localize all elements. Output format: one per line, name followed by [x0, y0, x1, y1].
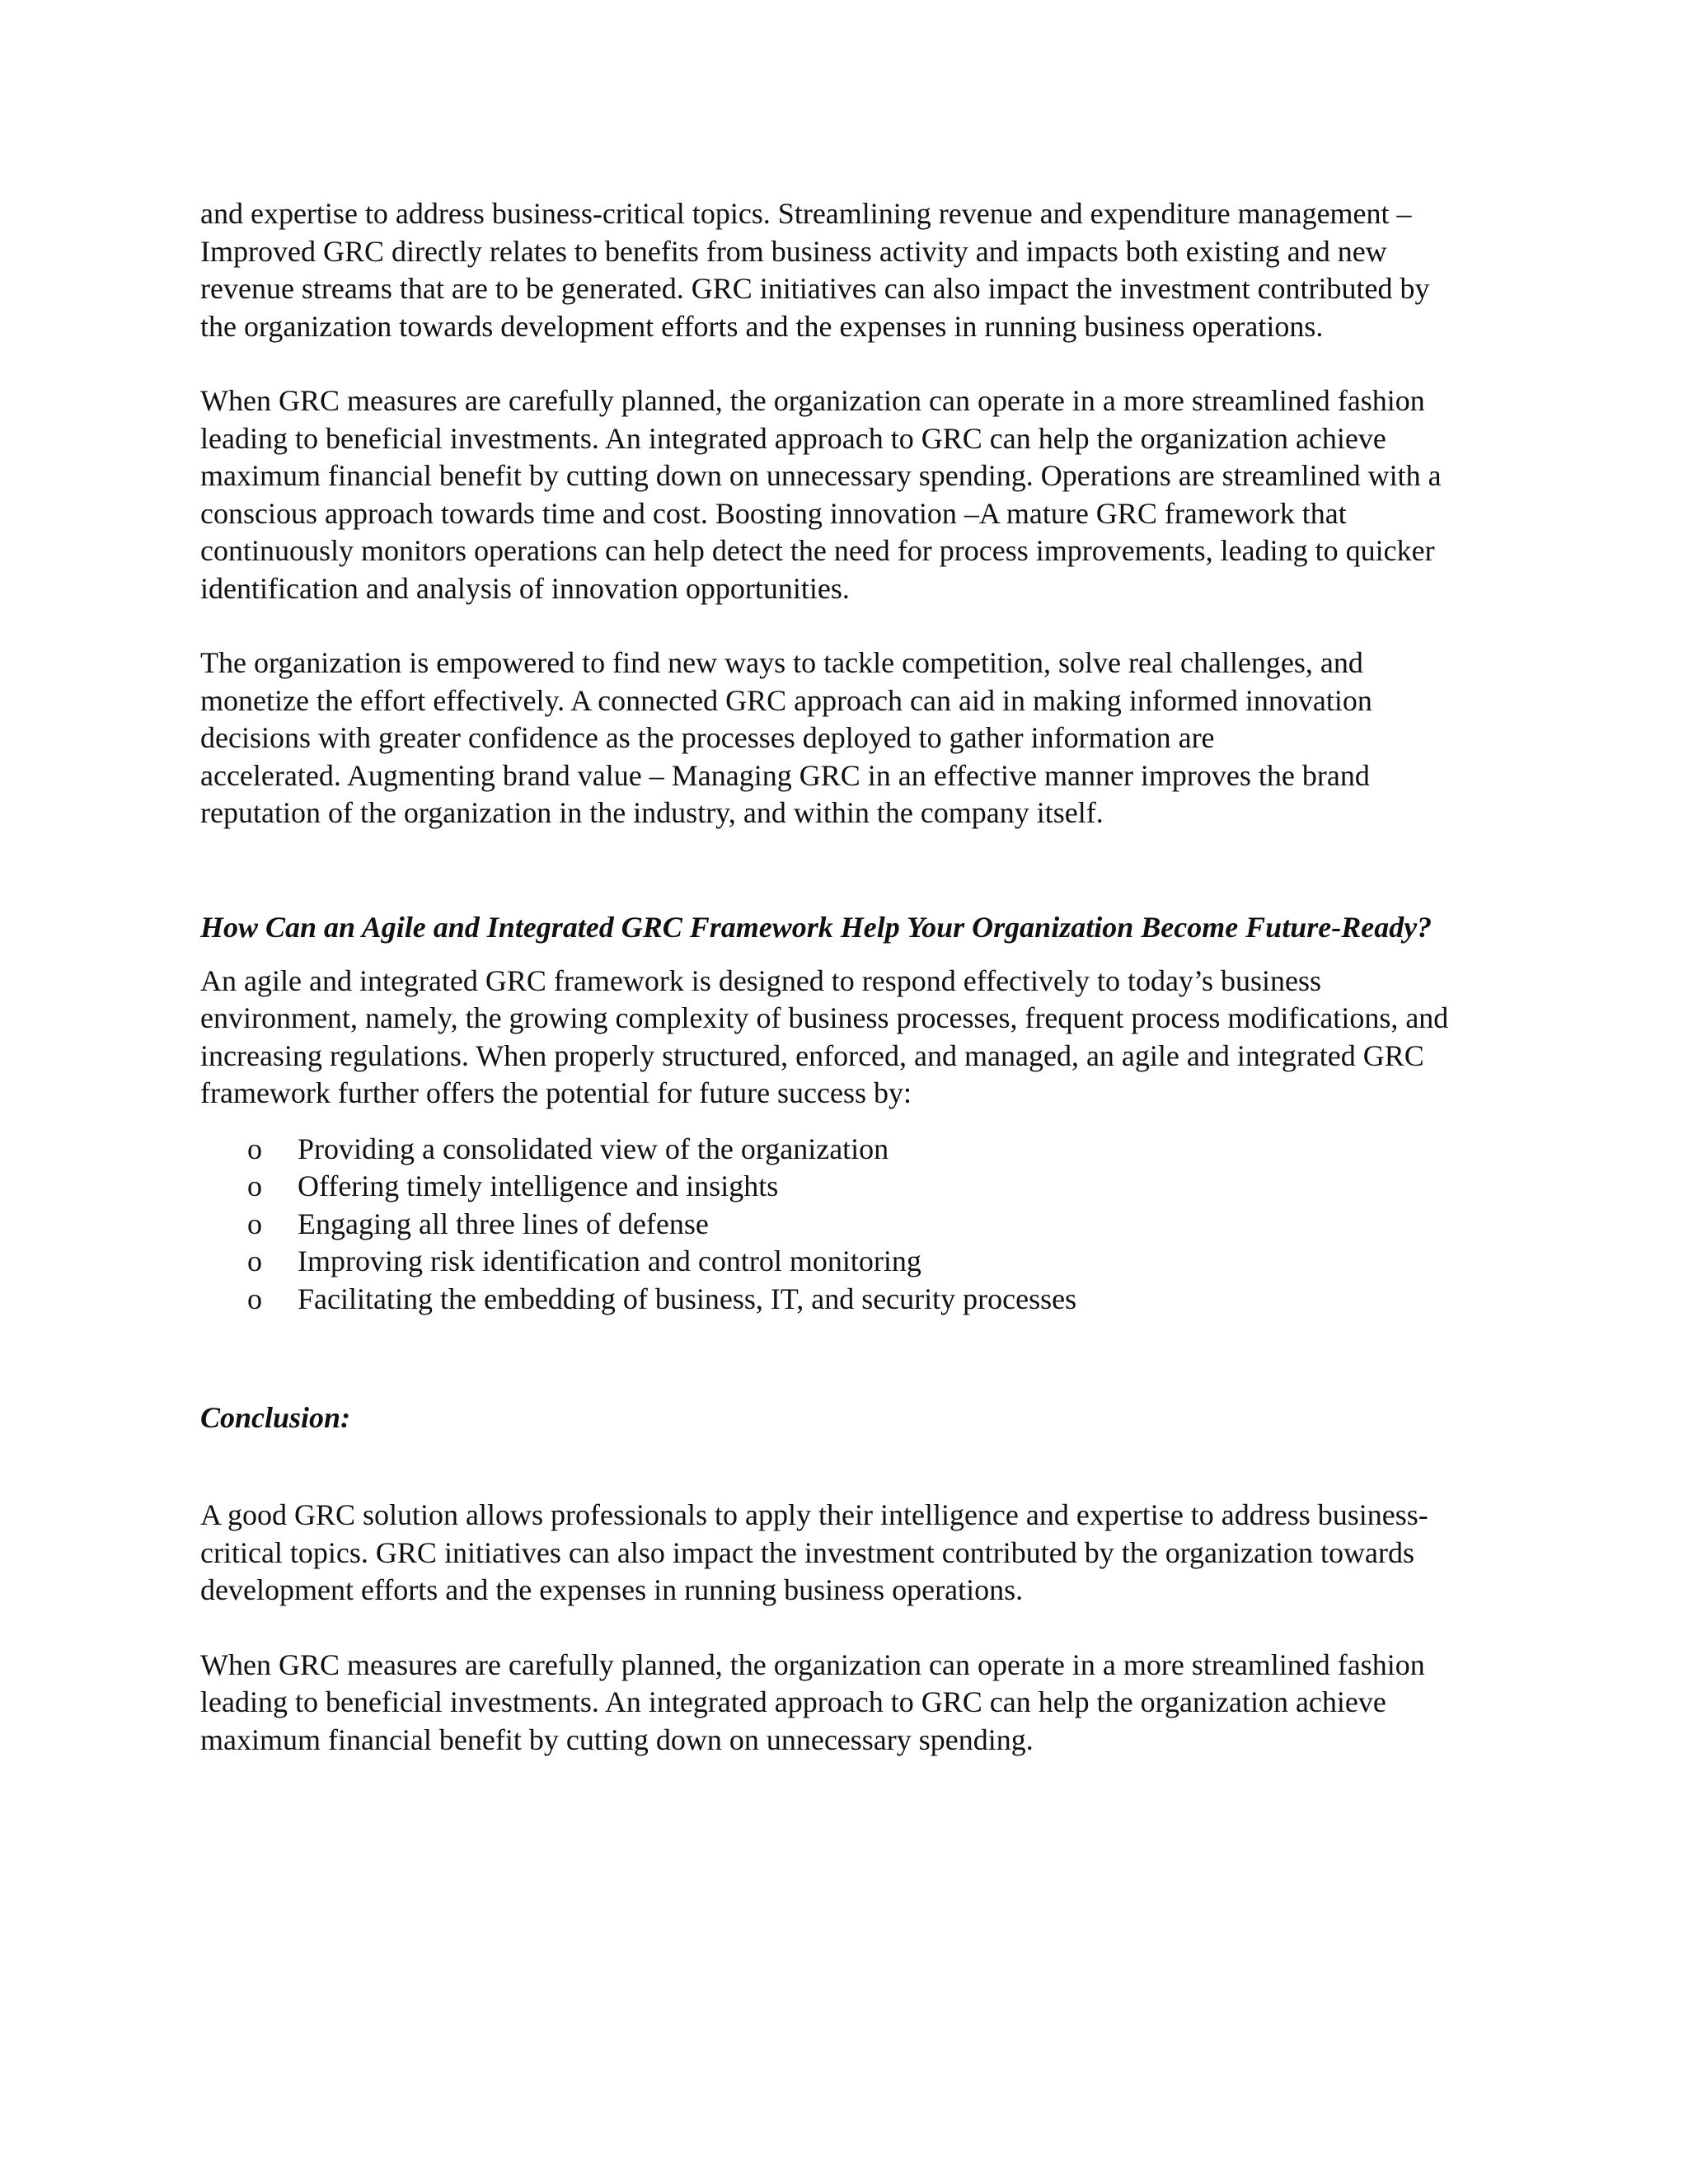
list-item: [200, 1206, 1494, 1244]
bullet-marker: o: [247, 1132, 262, 1165]
text-line: maximum financial benefit by cutting down on unnecessary spending. Operations are streamlined with a: [200, 459, 1442, 492]
paragraph-spacer: [200, 607, 1494, 644]
paragraph-conclusion: [200, 1497, 1494, 1610]
list-item-text: Improving risk identification and control monitoring: [298, 1244, 921, 1277]
section-heading-future-ready: How Can an Agile and Integrated GRC Framework Help Your Organization Become Future-Ready?: [200, 910, 1432, 944]
text-line: identification and analysis of innovation opportunities.: [200, 571, 850, 605]
text-line: decisions with greater confidence as the processes deployed to gather information are: [200, 721, 1215, 754]
list-item: [200, 1243, 1494, 1281]
list-item-text: Providing a consolidated view of the organization: [298, 1132, 889, 1165]
text-line: revenue streams that are to be generated. GRC initiatives can also impact the investment contributed by: [200, 272, 1430, 305]
list-item: [200, 1131, 1494, 1169]
list-item-text: Facilitating the embedding of business, IT, and security processes: [298, 1282, 1077, 1315]
text-line: leading to beneficial investments. An integrated approach to GRC can help the organization achieve: [200, 1685, 1386, 1718]
list-item-text: Offering timely intelligence and insights: [298, 1169, 779, 1202]
text-line: Improved GRC directly relates to benefits from business activity and impacts both existing and new: [200, 234, 1387, 268]
paragraph-streamlined: [200, 382, 1494, 607]
paragraph-spacer: [200, 1610, 1494, 1647]
bullet-marker: o: [247, 1169, 262, 1202]
text-line: leading to beneficial investments. An integrated approach to GRC can help the organization achieve: [200, 421, 1386, 455]
bullet-marker: o: [247, 1207, 262, 1240]
paragraph-agile-framework: [200, 963, 1494, 1113]
bullet-marker: o: [247, 1244, 262, 1277]
text-line: An agile and integrated GRC framework is designed to respond effectively to today’s business: [200, 963, 1322, 997]
text-line: When GRC measures are carefully planned, the organization can operate in a more streamlined fashion: [200, 384, 1425, 417]
text-line: framework further offers the potential for future success by:: [200, 1076, 912, 1109]
text-line: The organization is empowered to find new ways to tackle competition, solve real challenges, and: [200, 646, 1363, 679]
bullet-marker: o: [247, 1282, 262, 1315]
paragraph-spacer: [200, 345, 1494, 382]
text-line: and expertise to address business-critical topics. Streamlining revenue and expenditure management –: [200, 197, 1412, 230]
text-line: development efforts and the expenses in running business operations.: [200, 1573, 1024, 1606]
paragraph-innovation: [200, 644, 1494, 832]
text-line: critical topics. GRC initiatives can also impact the investment contributed by the organization towards: [200, 1535, 1414, 1569]
list-item: [200, 1168, 1494, 1206]
text-line: continuously monitors operations can help detect the need for process improvements, leading to quicker: [200, 534, 1435, 567]
text-line: accelerated. Augmenting brand value – Managing GRC in an effective manner improves the brand: [200, 758, 1370, 792]
text-line: reputation of the organization in the industry, and within the company itself.: [200, 796, 1104, 829]
text-line: monetize the effort effectively. A connected GRC approach can aid in making informed innovation: [200, 683, 1372, 717]
paragraph-closing: [200, 1647, 1494, 1760]
section-heading-conclusion: Conclusion:: [200, 1401, 351, 1434]
text-line: When GRC measures are carefully planned, the organization can operate in a more streamlined fashion: [200, 1647, 1425, 1681]
text-line: the organization towards development efforts and the expenses in running business operations.: [200, 309, 1324, 343]
benefits-list: [200, 1131, 1494, 1319]
text-line: A good GRC solution allows professionals to apply their intelligence and expertise to address business-: [200, 1498, 1428, 1531]
document-page: [200, 195, 1494, 1759]
text-line: increasing regulations. When properly structured, enforced, and managed, an agile and integrated GRC: [200, 1038, 1424, 1072]
paragraph-intro: [200, 195, 1494, 345]
text-line: maximum financial benefit by cutting down on unnecessary spending.: [200, 1722, 1034, 1756]
text-line: environment, namely, the growing complexity of business processes, frequent process modifications, and: [200, 1001, 1449, 1034]
list-item-text: Engaging all three lines of defense: [298, 1207, 709, 1240]
list-item: [200, 1281, 1494, 1319]
text-line: conscious approach towards time and cost. Boosting innovation –A mature GRC framework that: [200, 496, 1347, 530]
